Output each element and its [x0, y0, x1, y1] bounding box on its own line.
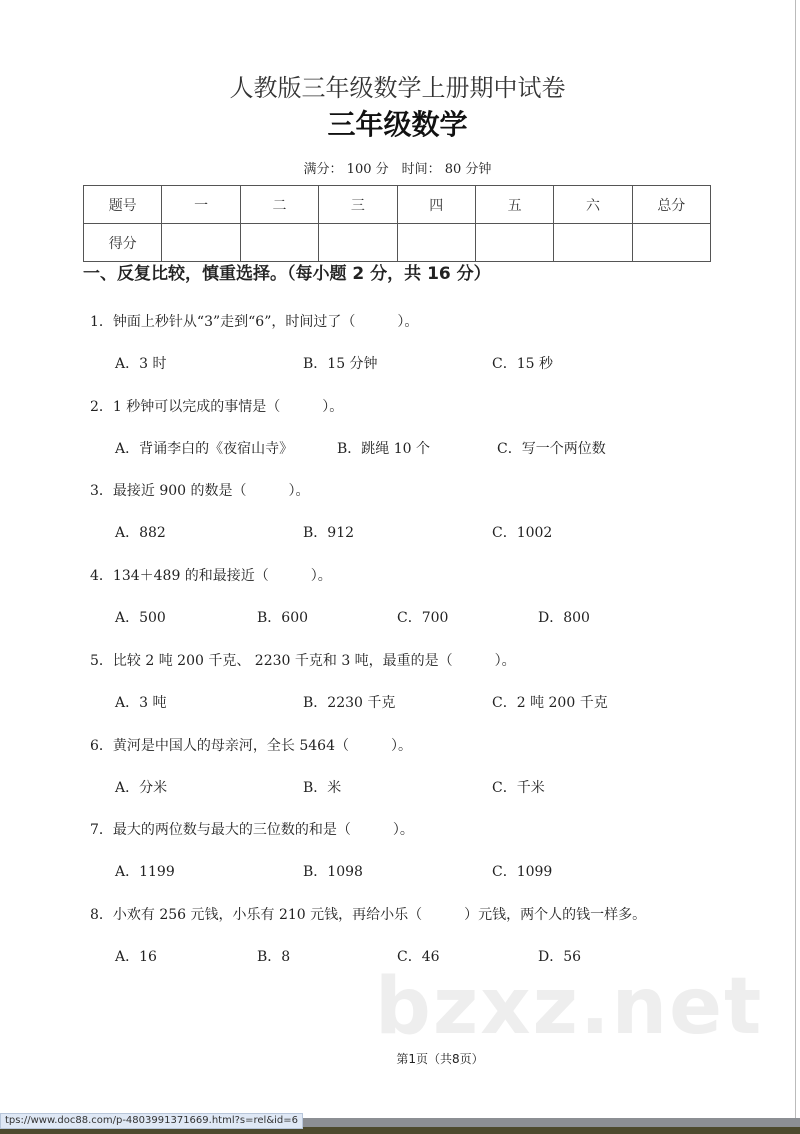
answer-option: B．1098: [303, 864, 363, 881]
status-url: tps://www.doc88.com/p-4803991371669.html?s=rel&id=6: [0, 1113, 303, 1129]
answer-option: D．800: [538, 610, 590, 627]
score-cell: [475, 224, 553, 262]
answer-option: A．1199: [115, 864, 175, 881]
answer-option: D．56: [538, 948, 582, 965]
question-text: 3．最接近 900 的数是（ ）。: [90, 483, 310, 500]
score-cell: [397, 224, 475, 262]
question-text: 4．134＋489 的和最接近（ ）。: [90, 568, 332, 585]
answer-option: C．46: [397, 948, 440, 965]
answer-option: B．2230 千克: [303, 694, 396, 711]
page-number: 第1页（共8页）: [396, 1052, 484, 1066]
exam-meta: 满分： 100 分 时间： 80 分钟: [303, 162, 492, 177]
answer-option: A．分米: [115, 779, 168, 796]
answer-option: B．跳绳 10 个: [337, 440, 431, 457]
question-text: 7．最大的两位数与最大的三位数的和是（ ）。: [90, 822, 414, 839]
answer-option: A．16: [115, 948, 157, 965]
watermark: bzxz.net: [375, 962, 764, 1052]
answer-option: B．米: [303, 779, 342, 796]
table-header-cell: 题号: [84, 186, 162, 224]
answer-option: B．600: [257, 610, 309, 627]
table-header-cell: 总分: [632, 186, 710, 224]
score-cell: [162, 224, 240, 262]
answer-option: C．1002: [492, 525, 553, 542]
answer-option: B．15 分钟: [303, 356, 378, 372]
table-header-cell: 六: [554, 186, 632, 224]
question-text: 6．黄河是中国人的母亲河，全长 5464（ ）。: [90, 737, 412, 754]
table-header-cell: 二: [240, 186, 318, 224]
answer-option: A．882: [115, 525, 166, 542]
answer-option: C．1099: [492, 864, 553, 881]
answer-option: C．700: [397, 610, 449, 627]
answer-option: A．背诵李白的《夜宿山寺》: [115, 440, 294, 457]
exam-title: 人教版三年级数学上册期中试卷: [229, 74, 566, 102]
table-header-cell: 三: [319, 186, 397, 224]
section-heading: 一、反复比较，慎重选择。（每小题 2 分，共 16 分）: [83, 264, 491, 284]
score-cell: [632, 224, 710, 262]
exam-subtitle: 三年级数学: [327, 108, 468, 141]
table-row-label: 得分: [84, 224, 162, 262]
table-header-cell: 四: [397, 186, 475, 224]
table-header-cell: 一: [162, 186, 240, 224]
question-text: 8．小欢有 256 元钱，小乐有 210 元钱，再给小乐（ ）元钱，两个人的钱一样多。: [90, 906, 647, 923]
answer-option: C．2 吨 200 千克: [492, 694, 608, 711]
table-header-cell: 五: [475, 186, 553, 224]
answer-option: A．3 吨: [115, 694, 167, 711]
answer-option: B．912: [303, 525, 355, 542]
question-text: 1．钟面上秒针从“3”走到“6”，时间过了（ ）。: [90, 314, 419, 330]
answer-option: A．500: [115, 610, 166, 627]
question-text: 2．1 秒钟可以完成的事情是（ ）。: [90, 398, 344, 415]
answer-option: A．3 时: [115, 356, 167, 372]
answer-option: C．15 秒: [492, 356, 553, 372]
answer-option: B．8: [257, 948, 291, 965]
score-cell: [240, 224, 318, 262]
answer-option: C．写一个两位数: [497, 440, 606, 457]
score-cell: [554, 224, 632, 262]
question-text: 5．比较 2 吨 200 千克、 2230 千克和 3 吨，最重的是（ ）。: [90, 652, 516, 669]
score-cell: [319, 224, 397, 262]
score-table: [83, 185, 711, 262]
answer-option: C．千米: [492, 779, 545, 796]
